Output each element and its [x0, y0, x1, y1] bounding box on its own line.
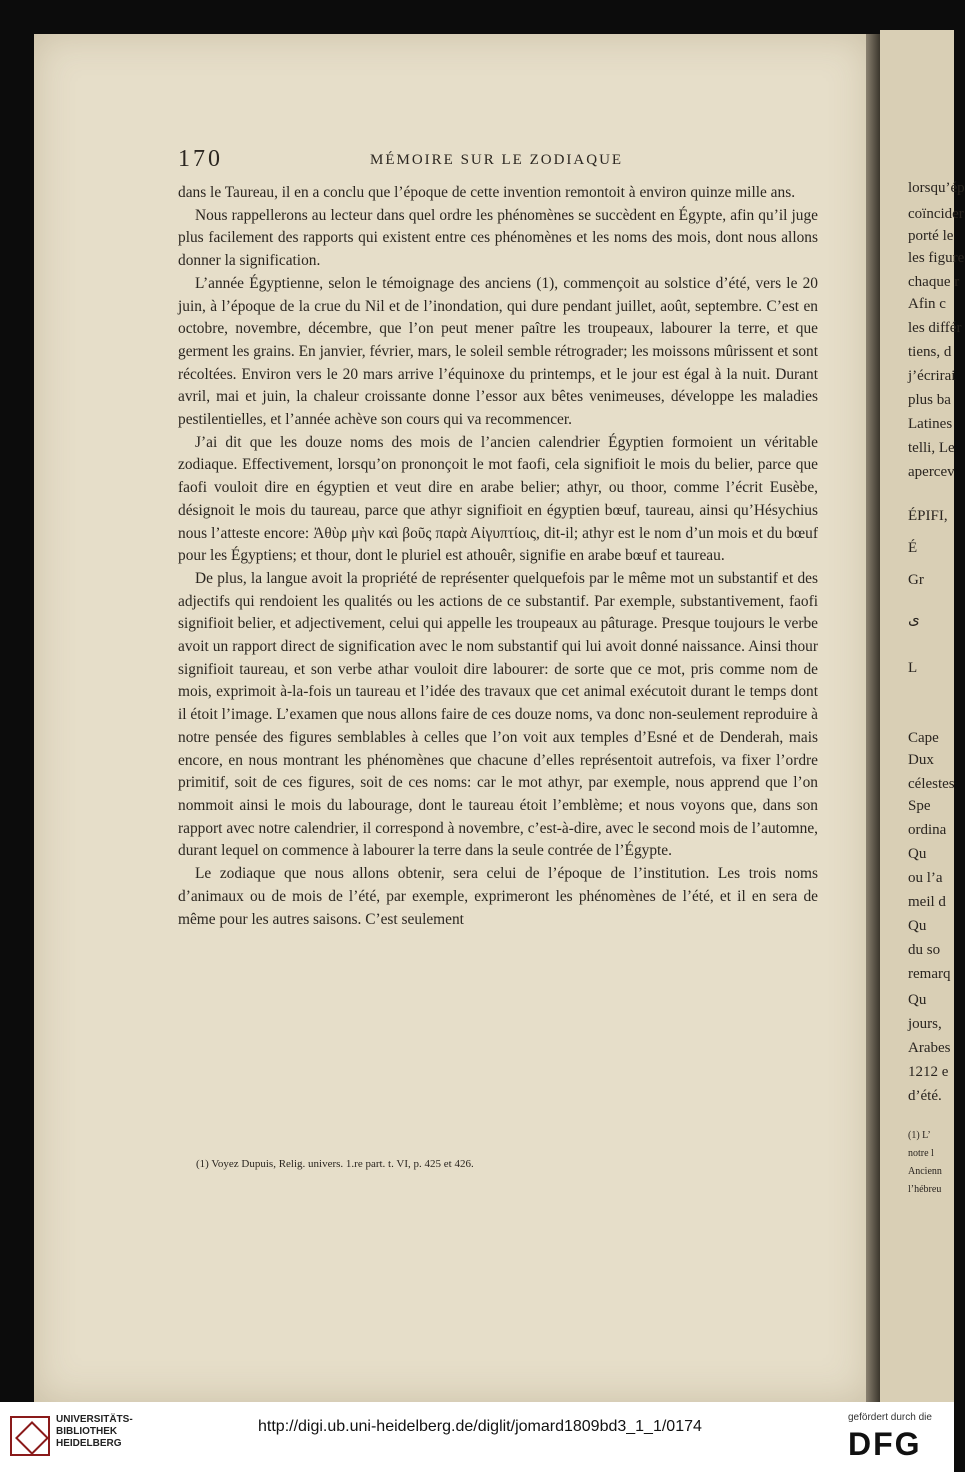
facing-page-fragment: coïncider — [908, 206, 964, 222]
facing-page-fragment: ی — [908, 612, 920, 628]
facing-page-fragment: ÉPIFI, — [908, 508, 948, 524]
facing-page-fragment: É — [908, 540, 918, 556]
facing-page-fragment: apercev — [908, 464, 955, 480]
facing-page-fragment: Spe — [908, 798, 931, 814]
paragraph: De plus, la langue avoit la propriété de représenter quelquefois par le même mot un substantif et des adjectifs qui rendoient les qualités ou les actions de ce substantif. Par exemple, substantivement, faofi signifioit belier, et adjectivement, celui qui appelle les troupeaux au pâturage. Presque toujours le verbe avoit un rapport direct de signification avec le nom substantif qui lui avoit donné naissance. Ainsi thour signifioit taureau, et son verbe athar vouloit dire labourer: de sorte que ce mot, pris comme nom de mois, exprimoit à-la-fois un taureau et l’idée des travaux que cet animal exécutoit durant le temps dont il étoit l’image. L’examen que nous allons faire de ces douze noms, va donc non-seulement reproduire à notre pensée des figures semblables à celles que l’on voit aux temples d’Esné et de Denderah, mais encore, en nous montrant les phénomènes que chacune d’elles représentoit autrefois, va fixer l’ordre primitif, soit de ces figures, soit de ces noms: car le mot athyr, par exemple, nous apprend que l’on nommoit ainsi le mois du labourage, dont le taureau étoit l’emblème; et nous voyons que, dans son rapport avec notre calendrier, il correspond à novembre, c’est-à-dire, avec le second mois de l’automne, durant lequel on commence à labourer la terre dans la seule contrée de l’Égypte. — [178, 569, 818, 860]
paragraph: Le zodiaque que nous allons obtenir, sera celui de l’époque de l’institution. Les trois noms d’animaux ou de mois de l’été, par exemple, exprimeront les phénomènes de l’été, et il en sera de même pour les autres saisons. C’est seulement — [178, 865, 818, 928]
facing-page-fragment: jours, — [908, 1016, 942, 1032]
paragraph: dans le Taureau, il en a conclu que l’époque de cette invention remontoit à environ quinze mille ans. — [178, 184, 796, 201]
viewer-footer — [0, 1402, 954, 1472]
facing-page-fragment: Afin c — [908, 296, 946, 312]
facing-page-fragment: les différ — [908, 320, 962, 336]
facing-page-fragment: ou l’a — [908, 870, 943, 886]
facing-page-fragment: j’écrirai — [908, 368, 956, 384]
body-text — [178, 182, 818, 931]
facing-page-fragment: remarq — [908, 966, 951, 982]
facing-page-fragment: Qu — [908, 846, 927, 862]
facing-page-fragment: les figure — [908, 250, 965, 266]
library-name[interactable]: UNIVERSITÄTS- BIBLIOTHEK HEIDELBERG — [56, 1414, 133, 1449]
paragraph: J’ai dit que les douze noms des mois de l’ancien calendrier Égyptien formoient un véritable zodiaque. Effectivement, lorsqu’on prononçoit le mot faofi, cela signifioit le mois du belier, parce que faofi vouloit dire en égyptien et veut dire en arabe belier; athyr, ou thoor, comme l’écrit Eusèbe, désignoit le mois du taureau, parce que athyr signifioit en égyptien bœuf, taureau, ainsi qu’Hésychius nous l’atteste encore: Ἀθὺρ μὴν καὶ βοῦς παρὰ Αἰγυπτίοις, dit-il; athyr est le nom d’un mois et du bœuf pour les Égyptiens; et thour, dont le pluriel est athouêr, signifie en arabe bœuf et taureau. — [178, 433, 818, 565]
facing-page-fragment: L — [908, 660, 918, 676]
facing-page-fragment: Qu — [908, 992, 927, 1008]
facing-page-fragment: telli, Le — [908, 440, 955, 456]
facing-page-fragment: (1) L’ — [908, 1130, 931, 1141]
facing-page-fragment: Ancienn — [908, 1166, 942, 1177]
library-logo-icon[interactable] — [10, 1416, 50, 1456]
facing-page-fragment: 1212 e — [908, 1064, 949, 1080]
facing-page-fragment: porté le — [908, 228, 954, 244]
dfg-logo[interactable]: DFG — [848, 1426, 922, 1462]
page-header — [0, 146, 954, 176]
facing-page-fragment: Cape — [908, 730, 939, 746]
page-number: 170 — [178, 146, 223, 172]
facing-page-fragment: du so — [908, 942, 941, 958]
facing-page-fragment: Arabes — [908, 1040, 951, 1056]
facing-page-fragment: célestes — [908, 776, 955, 792]
facing-page-fragment: lorsqu’ép — [908, 180, 965, 196]
facing-page-fragment: d’été. — [908, 1088, 942, 1104]
facing-page — [880, 30, 965, 1402]
facing-page-fragment: Dux — [908, 752, 934, 768]
facing-page-fragment: notre l — [908, 1148, 934, 1159]
paragraph: L’année Égyptienne, selon le témoignage des anciens (1), commençoit au solstice d’été, vers le 20 juin, à l’époque de la crue du Nil et de l’inondation, qui dure pendant juillet, août, septembre. C’est en octobre, novembre, décembre, que l’on peut mener paître les troupeaux, labourer la terre, et que germent les grains. En janvier, février, mars, le soleil semble rétrograder; les moissons mûrissent et sont récoltées. Environ vers le 20 mars arrive l’équinoxe du printemps, et le jour est égal à la nuit. Durant avril, mai et juin, la chaleur croissante donne l’essor aux bêtes venimeuses, développe les maladies pestilentielles, et l’année achève son cours qui va recommencer. — [178, 274, 818, 429]
book-gutter — [866, 34, 880, 1402]
facing-page-fragment: tiens, d — [908, 344, 952, 360]
facing-page-fragment: chaque r — [908, 274, 960, 290]
facing-page-fragment: meil d — [908, 894, 946, 910]
facing-page-fragment: Qu — [908, 918, 927, 934]
funded-by-label: gefördert durch die — [848, 1412, 932, 1423]
paragraph: Nous rappellerons au lecteur dans quel ordre les phénomènes se succèdent en Égypte, afin qu’il juge plus facilement des rapports qui existent entre ces phénomènes et les noms des mois, dont nous allons donner la signification. — [178, 206, 818, 270]
facing-page-fragment: plus ba — [908, 392, 951, 408]
footnote: (1) Voyez Dupuis, Relig. univers. 1.re part. t. VI, p. 425 et 426. — [196, 1158, 474, 1170]
running-title: MÉMOIRE SUR LE ZODIAQUE — [370, 152, 624, 168]
permalink[interactable]: http://digi.ub.uni-heidelberg.de/diglit/jomard1809bd3_1_1/0174 — [258, 1418, 702, 1435]
facing-page-fragment: l’hébreu — [908, 1184, 942, 1195]
facing-page-fragment: Latines — [908, 416, 953, 432]
facing-page-fragment: ordina — [908, 822, 947, 838]
facing-page-fragment: Gr — [908, 572, 924, 588]
